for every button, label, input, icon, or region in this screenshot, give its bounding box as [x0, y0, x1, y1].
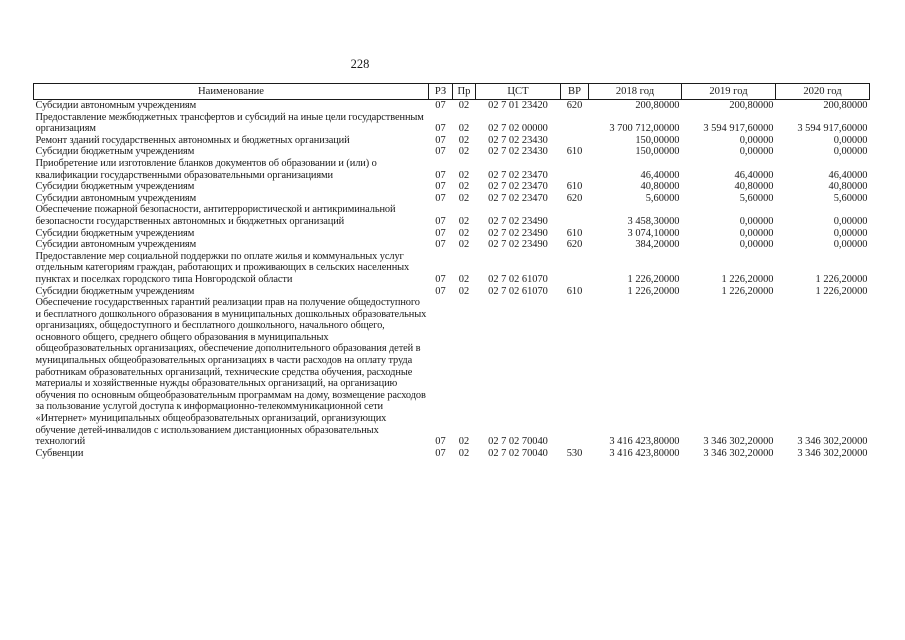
table-row — [34, 228, 870, 240]
row-cst: 02 7 02 23470 — [488, 169, 548, 181]
row-value-2019: 1 226,20000 — [721, 273, 774, 285]
row-pr: 02 — [458, 215, 470, 227]
table-row — [34, 204, 870, 227]
row-cst: 02 7 02 23430 — [488, 134, 548, 146]
table-row — [34, 100, 870, 112]
row-pr: 02 — [458, 273, 470, 285]
row-value-2020: 1 226,20000 — [815, 285, 868, 297]
row-value-2020: 0,00000 — [833, 227, 868, 239]
table-row — [34, 448, 870, 460]
row-value-2020: 40,80000 — [828, 181, 868, 193]
row-value-2019: 0,00000 — [739, 239, 774, 251]
row-value-2019: 46,40000 — [734, 169, 774, 181]
table-row — [34, 112, 870, 135]
row-vr — [561, 204, 589, 227]
row-rz: 07 — [435, 227, 446, 239]
row-value-2019: 3 346 302,20000 — [703, 436, 774, 448]
table-row — [34, 286, 870, 298]
row-vr: 610 — [566, 227, 583, 239]
row-value-2020: 5,60000 — [833, 192, 868, 204]
row-value-2019: 3 346 302,20000 — [703, 447, 774, 459]
row-value-2019: 0,00000 — [739, 227, 774, 239]
header-rz: РЗ — [429, 84, 453, 100]
row-value-2018: 5,60000 — [645, 192, 680, 204]
row-rz: 07 — [435, 239, 446, 251]
row-rz: 07 — [435, 134, 446, 146]
row-rz: 07 — [435, 215, 446, 227]
row-cst: 02 7 02 23430 — [488, 146, 548, 158]
row-name: Обеспечение государственных гарантий реализации прав на получение общедоступного и бесплатного дошкольного образования в муниципальных дошкольных образовательных организациях, общедоступного и бесплатного дошкольного, начального общего, основного общего, среднего общего образования в муниципальных общеобразовательных организациях, обеспечение дополнительного образования детей в муниципальных общеобразовательных организациях в части расходов на оплату труда работникам образовательных организаций, технические средства обучения, расходные материалы и хозяйственные нужды образовательных организаций, на организацию обучения по основным общеобразовательным программам на дому, возмещение расходов за пользование услугой доступа к информационно-телекоммуникационной сети «Интернет» муниципальных общеобразовательных организаций, организующих обучение детей-инвалидов с использованием дистанционных образовательных технологий — [35, 297, 427, 448]
table-row — [34, 251, 870, 286]
page-number: 228 — [350, 57, 370, 71]
row-value-2018: 1 226,20000 — [627, 285, 680, 297]
row-value-2020: 3 346 302,20000 — [797, 447, 868, 459]
row-cst: 02 7 02 23490 — [488, 227, 548, 239]
table-row — [34, 158, 870, 181]
row-value-2020: 0,00000 — [833, 239, 868, 251]
row-cst: 02 7 01 23420 — [488, 100, 548, 111]
row-name: Субвенции — [35, 447, 84, 459]
row-pr: 02 — [458, 123, 470, 135]
header-vr: ВР — [561, 84, 589, 100]
row-vr — [561, 251, 589, 286]
row-pr: 02 — [458, 181, 470, 193]
header-cst: ЦСТ — [476, 84, 561, 100]
row-cst: 02 7 02 70040 — [488, 447, 548, 459]
row-value-2018: 3 416 423,80000 — [609, 447, 680, 459]
row-name: Приобретение или изготовление бланков документов об образовании и (или) о квалификации государственными образовательными организациями — [35, 157, 377, 181]
row-name: Субсидии автономным учреждениям — [35, 239, 197, 251]
row-pr: 02 — [458, 436, 470, 448]
row-rz: 07 — [435, 192, 446, 204]
row-pr: 02 — [458, 239, 470, 251]
row-pr: 02 — [458, 100, 470, 111]
header-2020: 2020 год — [776, 84, 870, 100]
row-cst: 02 7 02 00000 — [488, 123, 548, 135]
row-name: Субсидии автономным учреждениям — [35, 192, 197, 204]
header-2019: 2019 год — [682, 84, 776, 100]
row-value-2019: 0,00000 — [739, 215, 774, 227]
row-pr: 02 — [458, 285, 470, 297]
row-vr: 610 — [566, 181, 583, 193]
row-vr: 530 — [566, 447, 583, 459]
row-value-2018: 46,40000 — [640, 169, 680, 181]
row-value-2018: 3 416 423,80000 — [609, 436, 680, 448]
row-rz: 07 — [435, 285, 446, 297]
row-vr: 620 — [566, 100, 583, 111]
table-row — [34, 135, 870, 147]
row-value-2020: 1 226,20000 — [815, 273, 868, 285]
row-rz: 07 — [435, 100, 446, 111]
table-row — [34, 146, 870, 158]
row-rz: 07 — [435, 447, 446, 459]
row-value-2019: 1 226,20000 — [721, 285, 774, 297]
header-2018: 2018 год — [589, 84, 682, 100]
row-value-2019: 3 594 917,60000 — [703, 123, 774, 135]
table-row — [34, 297, 870, 448]
row-name: Ремонт зданий государственных автономных и бюджетных организаций — [35, 134, 350, 146]
row-value-2018: 200,80000 — [635, 100, 680, 111]
row-name: Субсидии бюджетным учреждениям — [35, 181, 195, 193]
row-cst: 02 7 02 61070 — [488, 285, 548, 297]
row-value-2018: 3 700 712,00000 — [609, 123, 680, 135]
row-value-2019: 5,60000 — [739, 192, 774, 204]
row-name: Субсидии бюджетным учреждениям — [35, 146, 195, 158]
table-header — [34, 84, 870, 100]
row-vr — [561, 135, 589, 147]
table-row — [34, 193, 870, 205]
row-vr — [561, 297, 589, 448]
row-vr: 610 — [566, 146, 583, 158]
row-pr: 02 — [458, 447, 470, 459]
row-value-2020: 3 346 302,20000 — [797, 436, 868, 448]
row-rz: 07 — [435, 436, 446, 448]
row-vr: 620 — [566, 239, 583, 251]
row-value-2019: 0,00000 — [739, 146, 774, 158]
table-row — [34, 181, 870, 193]
row-rz: 07 — [435, 181, 446, 193]
header-pr: Пр — [453, 84, 476, 100]
row-rz: 07 — [435, 273, 446, 285]
row-rz: 07 — [435, 169, 446, 181]
header-row — [34, 84, 870, 100]
row-pr: 02 — [458, 192, 470, 204]
row-value-2020: 46,40000 — [828, 169, 868, 181]
budget-table — [33, 83, 870, 459]
row-name: Субсидии бюджетным учреждениям — [35, 227, 195, 239]
header-name: Наименование — [34, 84, 429, 100]
row-value-2018: 150,00000 — [635, 134, 680, 146]
row-pr: 02 — [458, 146, 470, 158]
row-value-2018: 40,80000 — [640, 181, 680, 193]
row-value-2018: 1 226,20000 — [627, 273, 680, 285]
row-value-2020: 0,00000 — [833, 215, 868, 227]
row-name: Субсидии бюджетным учреждениям — [35, 285, 195, 297]
row-vr — [561, 158, 589, 181]
row-value-2020: 0,00000 — [833, 146, 868, 158]
row-cst: 02 7 02 61070 — [488, 273, 548, 285]
table-row — [34, 239, 870, 251]
row-value-2020: 3 594 917,60000 — [797, 123, 868, 135]
row-vr: 620 — [566, 192, 583, 204]
row-name: Предоставление межбюджетных трансфертов и субсидий на иные цели государственным организациям — [35, 111, 424, 135]
row-value-2020: 0,00000 — [833, 134, 868, 146]
row-vr: 610 — [566, 285, 583, 297]
row-pr: 02 — [458, 134, 470, 146]
row-name: Предоставление мер социальной поддержки по оплате жилья и коммунальных услуг отдельным категориям граждан, работающих и проживающих в сельских населенных пунктах и поселках городского типа Новгородской области — [35, 250, 410, 285]
row-pr: 02 — [458, 227, 470, 239]
table-body — [34, 100, 870, 460]
row-value-2020: 200,80000 — [823, 100, 868, 111]
row-value-2018: 150,00000 — [635, 146, 680, 158]
row-cst: 02 7 02 70040 — [488, 436, 548, 448]
row-value-2019: 200,80000 — [729, 100, 774, 111]
row-cst: 02 7 02 23490 — [488, 239, 548, 251]
row-cst: 02 7 02 23470 — [488, 181, 548, 193]
row-value-2019: 0,00000 — [739, 134, 774, 146]
row-rz: 07 — [435, 146, 446, 158]
row-name: Субсидии автономным учреждениям — [35, 100, 197, 111]
row-value-2018: 384,20000 — [635, 239, 680, 251]
row-pr: 02 — [458, 169, 470, 181]
row-name: Обеспечение пожарной безопасности, антитеррористической и антикриминальной безопасности государственных автономных и бюджетных организаций — [35, 204, 396, 227]
row-value-2018: 3 458,30000 — [627, 215, 680, 227]
row-cst: 02 7 02 23470 — [488, 192, 548, 204]
row-vr — [561, 112, 589, 135]
row-value-2018: 3 074,10000 — [627, 227, 680, 239]
row-rz: 07 — [435, 123, 446, 135]
row-value-2019: 40,80000 — [734, 181, 774, 193]
row-cst: 02 7 02 23490 — [488, 215, 548, 227]
